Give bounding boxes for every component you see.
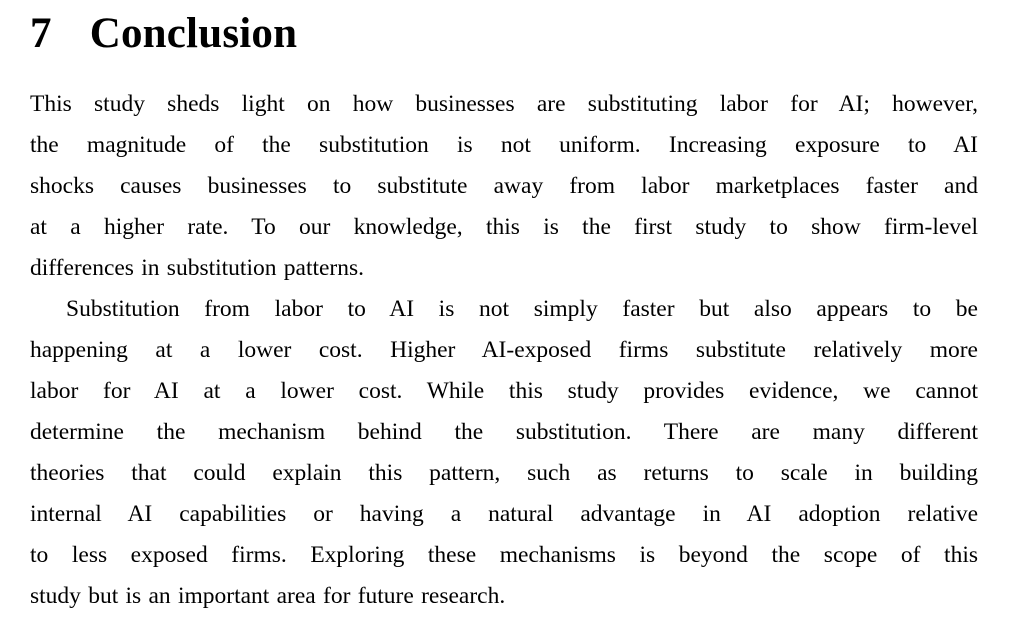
text-line: study but is an important area for future research.: [30, 583, 506, 609]
text-line: Substitution from labor to AI is not simply faster but also appears to be: [66, 296, 978, 322]
text-line: This study sheds light on how businesses are substituting labor for AI; however,: [30, 91, 978, 117]
text-line: to less exposed firms. Exploring these mechanisms is beyond the scope of this: [30, 542, 978, 568]
section-heading: [30, 10, 978, 58]
section-title: Conclusion: [89, 10, 298, 57]
text-line: at a higher rate. To our knowledge, this is the first study to show firm-level: [30, 214, 978, 240]
text-line: shocks causes businesses to substitute away from labor marketplaces faster and: [30, 173, 978, 199]
text-line: differences in substitution patterns.: [30, 255, 365, 281]
section-number: 7: [30, 10, 52, 57]
document-body: [30, 84, 978, 617]
text-line: labor for AI at a lower cost. While this study provides evidence, we cannot: [30, 378, 978, 404]
text-line: internal AI capabilities or having a natural advantage in AI adoption relative: [30, 501, 978, 527]
paragraph: [30, 289, 978, 617]
text-line: determine the mechanism behind the substitution. There are many different: [30, 419, 978, 445]
text-line: the magnitude of the substitution is not uniform. Increasing exposure to AI: [30, 132, 978, 158]
text-line: theories that could explain this pattern, such as returns to scale in building: [30, 460, 978, 486]
text-line: happening at a lower cost. Higher AI-exposed firms substitute relatively more: [30, 337, 978, 363]
paragraph: [30, 84, 978, 289]
